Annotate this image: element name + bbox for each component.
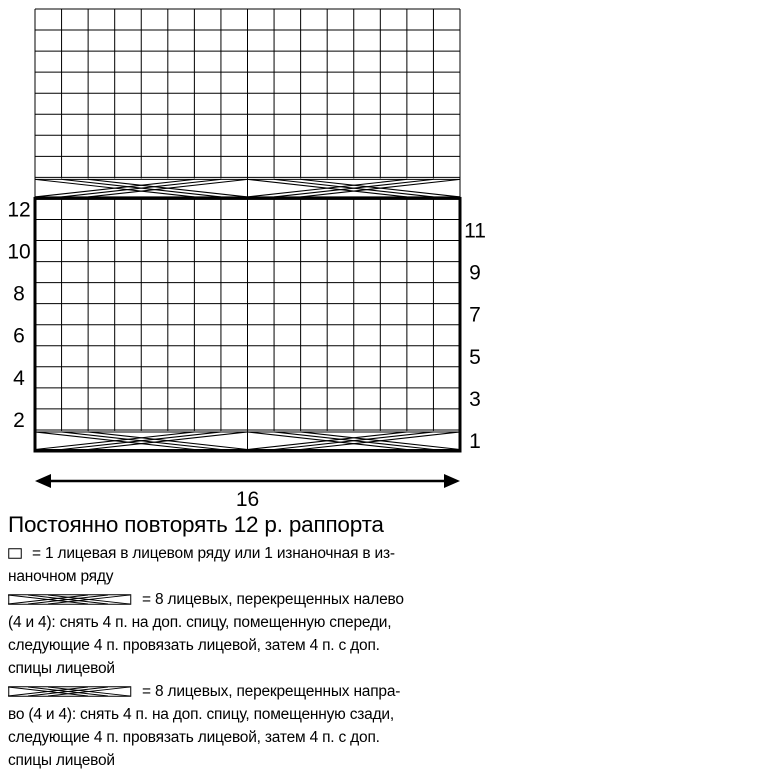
repeat-caption: Постоянно повторять 12 р. раппорта (8, 512, 384, 537)
row-number-label: 3 (469, 387, 481, 411)
legend-text: = 8 лицевых, перекрещенных напра- (142, 683, 401, 700)
legend-text: следующие 4 п. провязать лицевой, затем 4 п. с доп. (8, 729, 380, 746)
cable-left-icon (8, 594, 132, 605)
legend-text: (4 и 4): снять 4 п. на доп. спицу, помещенную спереди, (8, 614, 392, 631)
legend-text: следующие 4 п. провязать лицевой, затем 4 п. с доп. (8, 637, 380, 654)
legend-text: во (4 и 4): снять 4 п. на доп. спицу, помещенную сзади, (8, 706, 394, 723)
row-number-label: 2 (13, 408, 25, 432)
row-number-label: 7 (469, 303, 481, 327)
row-number-label: 10 (7, 240, 31, 264)
row-number-label: 9 (469, 261, 481, 285)
legend-text: спицы лицевой (8, 752, 115, 769)
cable-left-row-1 (35, 431, 248, 451)
row-numbers-left (7, 198, 30, 431)
cable-right-icon (8, 686, 132, 697)
legend-text: наночном ряду (8, 568, 114, 585)
chart-grid (35, 9, 460, 451)
legend-text: = 1 лицевая в лицевом ряду или 1 изнаночная в из- (32, 545, 395, 562)
legend-text: = 8 лицевых, перекрещенных налево (142, 591, 404, 608)
row-number-label: 12 (7, 198, 31, 222)
row-number-label: 4 (13, 366, 25, 390)
width-arrow (35, 474, 460, 488)
legend-item-plain-stitch (8, 542, 478, 588)
legend-text: спицы лицевой (8, 660, 115, 677)
cable-right-row-13 (248, 178, 461, 198)
row-number-label: 6 (13, 324, 25, 348)
empty-cell-icon (8, 548, 22, 559)
legend-item-cable-right (8, 680, 478, 772)
row-number-label: 1 (469, 429, 481, 453)
row-number-label: 11 (464, 219, 486, 243)
row-numbers-right (464, 220, 486, 453)
cable-right-row-1 (248, 431, 461, 451)
row-number-label: 5 (469, 345, 481, 369)
stitch-count-label: 16 (235, 488, 260, 510)
legend-item-cable-left (8, 588, 478, 680)
cable-left-row-13 (35, 178, 248, 198)
row-number-label: 8 (13, 282, 25, 306)
